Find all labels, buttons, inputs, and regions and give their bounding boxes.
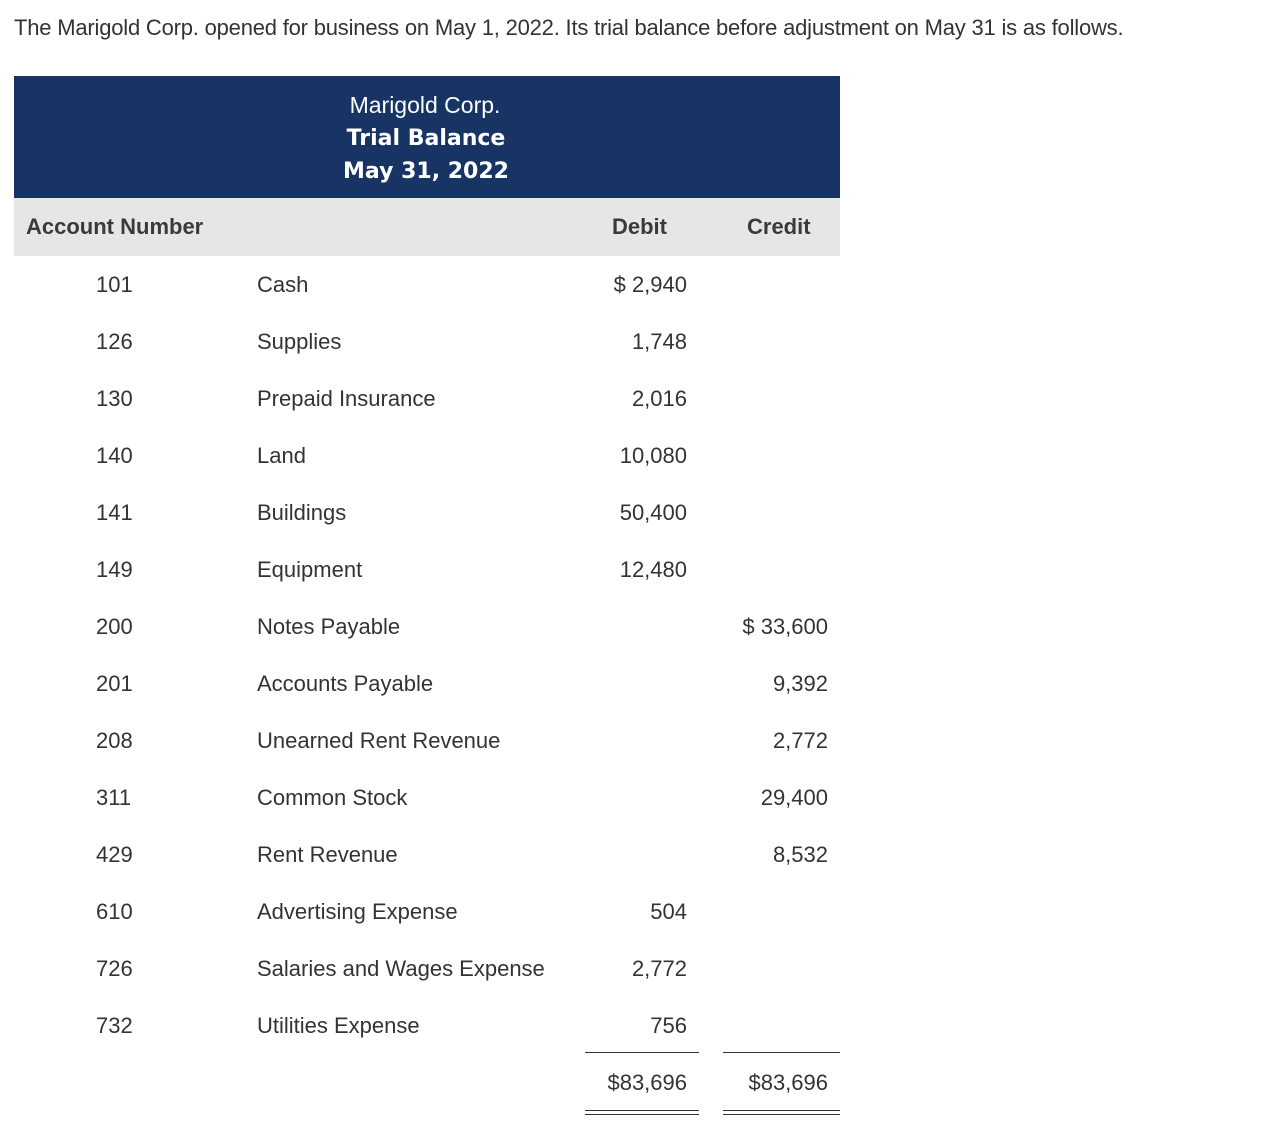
table-row [0, 256, 1274, 313]
debit-double-underline [585, 1110, 699, 1111]
trial-balance-header [14, 76, 840, 198]
account-name: Salaries and Wages Expense [257, 956, 545, 981]
credit-amount: $ 33,600 [742, 614, 828, 639]
account-name: Prepaid Insurance [257, 386, 436, 411]
credit-header: Credit [747, 214, 811, 239]
credit-amount: 8,532 [772, 842, 828, 867]
account-name: Rent Revenue [257, 842, 398, 867]
totals-row [0, 1052, 1274, 1118]
account-number: 726 [96, 956, 133, 981]
column-header-row [14, 198, 840, 256]
debit-amount: $ 2,940 [613, 272, 687, 297]
account-name: Notes Payable [257, 614, 401, 639]
debit-amount: 50,400 [619, 500, 687, 525]
account-name: Cash [257, 272, 309, 297]
account-name: Common Stock [257, 785, 408, 810]
table-row [0, 370, 1274, 427]
account-name: Buildings [257, 500, 347, 525]
account-number: 130 [96, 386, 133, 411]
account-number: 429 [96, 842, 133, 867]
table-row [0, 541, 1274, 598]
account-number: 201 [96, 671, 133, 696]
debit-header: Debit [612, 214, 667, 239]
table-row [0, 655, 1274, 712]
table-row [0, 484, 1274, 541]
account-name: Utilities Expense [257, 1013, 420, 1038]
table-row [0, 769, 1274, 826]
debit-amount: 10,080 [619, 443, 687, 468]
debit-amount: 2,772 [631, 956, 687, 981]
account-number: 200 [96, 614, 133, 639]
debit-amount: 756 [650, 1013, 687, 1038]
debit-amount: 12,480 [619, 557, 687, 582]
credit-double-underline [723, 1114, 840, 1115]
credit-total-underline [723, 1052, 840, 1053]
account-number: 149 [96, 557, 133, 582]
account-name: Advertising Expense [257, 899, 458, 924]
debit-amount: 2,016 [631, 386, 687, 411]
debit-total: $83,696 [607, 1070, 687, 1095]
table-row [0, 883, 1274, 940]
intro-text: The Marigold Corp. opened for business on May 1, 2022. Its trial balance before adjustment on May 31 is as follows. [14, 15, 1124, 40]
table-row [0, 940, 1274, 997]
account-name: Unearned Rent Revenue [257, 728, 501, 753]
statement-title: Trial Balance [346, 126, 506, 151]
account-number: 141 [96, 500, 133, 525]
credit-amount: 2,772 [772, 728, 828, 753]
credit-double-underline [723, 1110, 840, 1111]
debit-total-underline [585, 1052, 699, 1053]
table-row [0, 427, 1274, 484]
account-number-header: Account Number [26, 214, 204, 239]
table-row [0, 313, 1274, 370]
account-name: Supplies [257, 329, 342, 354]
account-name: Land [257, 443, 306, 468]
debit-amount: 504 [650, 899, 687, 924]
account-name: Equipment [257, 557, 363, 582]
credit-total: $83,696 [748, 1070, 828, 1095]
debit-double-underline [585, 1114, 699, 1115]
credit-amount: 29,400 [760, 785, 828, 810]
account-number: 311 [96, 785, 132, 810]
account-number: 208 [96, 728, 133, 753]
table-row [0, 712, 1274, 769]
account-number: 101 [96, 272, 133, 297]
debit-amount: 1,748 [631, 329, 687, 354]
table-row [0, 826, 1274, 883]
account-number: 732 [96, 1013, 133, 1038]
table-row [0, 997, 1274, 1054]
credit-amount: 9,392 [772, 671, 828, 696]
trial-balance-rows [0, 256, 1274, 1054]
account-number: 126 [96, 329, 133, 354]
account-number: 140 [96, 443, 133, 468]
statement-date: May 31, 2022 [343, 159, 509, 184]
account-name: Accounts Payable [257, 671, 434, 696]
account-number: 610 [96, 899, 133, 924]
table-row [0, 598, 1274, 655]
company-name: Marigold Corp. [349, 92, 501, 118]
